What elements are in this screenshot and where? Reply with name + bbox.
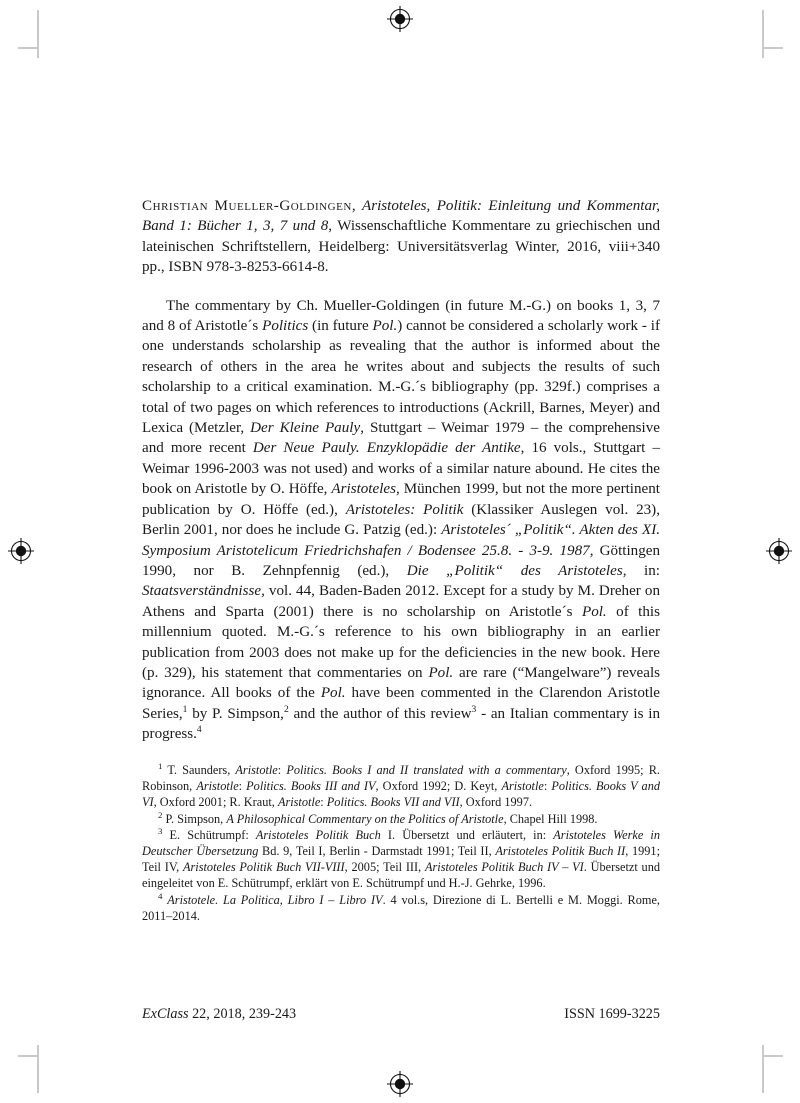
body-seg-12: are rare (“Mangelware”) reveals ignorance. All books of the: [142, 664, 661, 702]
fn4-seg-2: . 4 vol.s, Direzione di L. Bertelli e M. Moggi. Rome, 2011–2014.: [142, 892, 661, 923]
footnote-ref-2[interactable]: 2: [283, 704, 289, 715]
body-seg-13: have been commented in the Clarendon Aristotle Series,: [142, 685, 660, 722]
crop-mark-top-left-horizontal: [18, 47, 38, 49]
body-italic-pol-1: Pol.: [372, 318, 398, 335]
article-body: [142, 196, 660, 745]
body-seg-15: and the author of this review: [288, 705, 472, 722]
crop-mark-bottom-left-horizontal: [18, 1055, 38, 1057]
fn3-italic-2: Aristoteles Werke in Deutscher Übersetzung: [142, 827, 660, 859]
footnote-3: [142, 827, 660, 892]
fn1-seg-5: , Oxford 1992; D. Keyt,: [375, 779, 502, 794]
journal-citation: [142, 1006, 296, 1023]
registration-mark-right: [766, 538, 792, 564]
reviewed-work-reference: [142, 196, 660, 278]
body-seg-8: , Göttingen 1990, nor B. Zehnpfennig (ed.),: [142, 542, 660, 579]
review-paragraph: [142, 296, 660, 745]
body-seg-1: The commentary by Ch. Mueller-Goldingen (in future M.-G.) on books 1, 3, 7 and 8 of Aristotle´s: [142, 297, 660, 335]
fn3-seg-5: , 2005; Teil III,: [344, 860, 425, 875]
crop-mark-top-right-vertical: [762, 10, 764, 58]
body-italic-pol-4: Pol.: [320, 685, 346, 702]
crop-mark-top-left-vertical: [37, 10, 39, 58]
body-seg-10: vol. 44, Baden-Baden 2012. Except for a study by M. Dreher on Athens and Sparta (2001) there is no scholarship on Aristotle´s: [142, 583, 660, 620]
fn1-italic-2: Politics. Books I and II translated with a commentary: [286, 763, 567, 777]
fn1-italic-6: Politics. Books V and VI: [142, 779, 660, 810]
fn3-italic-1: Aristoteles Politik Buch: [255, 827, 381, 842]
fn2-seg-2: , Chapel Hill 1998.: [503, 811, 598, 826]
footnote-number-3: 3: [158, 825, 163, 836]
fn3-seg-6: . Übersetzt und eingeleitet von E. Schütrumpf, erklärt von E. Schütrumpf und H.-J. Gehrke, 1996.: [142, 860, 660, 891]
body-italic-patzig-title: Aristoteles´ „Politik“. Akten des XI. Symposium Aristotelicum Friedrichshafen / Bodensee 25.8. - 3-9. 1987: [142, 522, 660, 559]
body-seg-9: , in:: [622, 562, 660, 579]
fn3-italic-3: Aristoteles Politik Buch II: [495, 844, 626, 859]
fn1-italic-8: Politics. Books VII and VII: [326, 795, 460, 810]
fn2-seg-1: P. Simpson,: [162, 811, 227, 826]
body-seg-4: , Stuttgart – Weimar 1979 – the comprehensive and more recent: [142, 420, 660, 457]
body-italic-zehnpfennig-title: Die „Politik“ des Aristoteles: [406, 562, 623, 579]
footnotes-section: [142, 762, 660, 924]
fn1-seg-4: :: [238, 779, 247, 794]
fn2-italic-1: A Philosophical Commentary on the Politics of Aristotle: [226, 811, 504, 826]
body-seg-3: ) cannot be considered a scholarly work - if one understands scholarship as revealing that the author is informed about the research of others in the area he writes about and subjects the results of such scholarship to a critical examination. M.-G.´s bibliography (pp. 329f.) comprises a total of two pages on which references to introductions (Ackrill, Barnes, Meyer) and Lexica (Metzler,: [142, 318, 660, 437]
body-italic-pol-3: Pol.: [428, 664, 454, 681]
fn4-italic-1: Aristotele. La Politica, Libro I – Libro IV: [167, 892, 383, 907]
registration-mark-top: [387, 6, 413, 32]
fn3-seg-3: Bd. 9, Teil I, Berlin - Darmstadt 1991; Teil II,: [258, 844, 496, 859]
footnote-number-1: 1: [158, 760, 163, 771]
review-author-first-name: Christian: [142, 198, 209, 214]
fn3-seg-2: I. Übersetzt und erläutert, in:: [380, 827, 554, 842]
body-italic-kleine-pauly: Der Kleine Pauly: [250, 420, 361, 437]
reviewed-work-title: Aristoteles, Politik: Einleitung und Kommentar, Band 1: Bücher 1, 3, 7 und 8: [142, 198, 660, 235]
crop-mark-bottom-right-horizontal: [763, 1055, 783, 1057]
journal-name: ExClass: [142, 1006, 189, 1022]
footnote-number-2: 2: [158, 809, 163, 820]
fn3-italic-4: Aristoteles Politik Buch VII-VIII: [183, 860, 345, 875]
fn1-seg-7: , Oxford 2001; R. Kraut,: [153, 795, 278, 810]
crop-mark-bottom-right-vertical: [762, 1045, 764, 1093]
registration-mark-left: [8, 538, 34, 564]
crop-mark-top-right-horizontal: [763, 47, 783, 49]
body-italic-aristoteles-politik: Aristoteles: Politik: [345, 501, 464, 518]
crop-mark-bottom-left-vertical: [37, 1045, 39, 1093]
fn1-italic-4: Politics. Books III and IV: [246, 779, 376, 794]
footnote-2: [142, 811, 660, 827]
body-italic-politics-1: Politics: [262, 318, 309, 335]
body-seg-16: - an Italian commentary is in progress.: [142, 705, 660, 743]
page-footer: [142, 1006, 660, 1023]
fn1-italic-3: Aristotle: [196, 779, 239, 794]
fn3-seg-1: E. Schütrumpf:: [162, 827, 256, 842]
reviewed-work-imprint: , Wissenschaftliche Kommentare zu griechischen und lateinischen Schriftstellern, Heidelberg: Universitätsverlag Winter, 2016, viii+340 pp., ISBN 978-3-8253-6614-8.: [142, 218, 660, 276]
fn1-italic-5: Aristotle: [501, 779, 544, 794]
body-italic-staatsverstaendnisse: Staatsverständnisse,: [142, 583, 265, 600]
body-seg-2: (in future: [308, 318, 373, 335]
fn1-italic-1: Aristotle: [235, 763, 278, 777]
fn1-seg-3: , Oxford 1995; R. Robinson,: [142, 763, 660, 794]
body-seg-11: of this millennium quoted. M.-G.´s reference to his own bibliography in an earlier publication from 2003 does not make up for the deficiencies in the new book. Here (p. 329), his statement that commentaries on: [142, 603, 660, 681]
footnote-ref-3[interactable]: 3: [471, 704, 477, 715]
fn1-seg-8: :: [320, 795, 327, 810]
registration-mark-bottom: [387, 1071, 413, 1097]
journal-volume-pages: 22, 2018, 239-243: [188, 1006, 297, 1022]
body-seg-7: (Klassiker Auslegen vol. 23), Berlin 2001, nor does he include G. Patzig (ed.):: [142, 501, 660, 539]
footnote-ref-4[interactable]: 4: [196, 725, 202, 736]
review-author-last-name: Mueller-Goldingen: [214, 198, 352, 214]
fn1-seg-2: :: [277, 763, 287, 777]
body-seg-6: München 1999, but not the more pertinent publication by O. Höffe (ed.),: [142, 481, 660, 518]
reviewed-work-author-separator: ,: [351, 198, 362, 214]
body-italic-pol-2: Pol.: [581, 603, 607, 620]
fn1-seg-9: , Oxford 1997.: [459, 795, 533, 810]
footnote-ref-1[interactable]: 1: [182, 704, 188, 715]
body-seg-14: by P. Simpson,: [187, 705, 284, 722]
body-italic-neue-pauly: Der Neue Pauly. Enzyklopädie der Antike: [252, 440, 521, 457]
fn1-italic-7: Aristotle: [277, 795, 321, 810]
body-italic-aristoteles-1: Aristoteles,: [331, 481, 400, 498]
footnote-1: [142, 762, 660, 811]
fn3-seg-4: , 1991; Teil IV,: [142, 844, 660, 875]
fn1-seg-6: :: [543, 779, 552, 794]
footnote-number-4: 4: [158, 890, 163, 901]
body-seg-5: , 16 vols., Stuttgart – Weimar 1996-2003 was not used) and works of a similar nature abound. He cites the book on Aristotle by O. Höffe,: [142, 440, 660, 498]
fn3-italic-5: Aristoteles Politik Buch IV – VI: [425, 860, 584, 875]
fn1-seg-1: T. Saunders,: [162, 763, 236, 777]
issn-label: ISSN 1699-3225: [564, 1006, 660, 1022]
footnote-4: [142, 892, 660, 924]
